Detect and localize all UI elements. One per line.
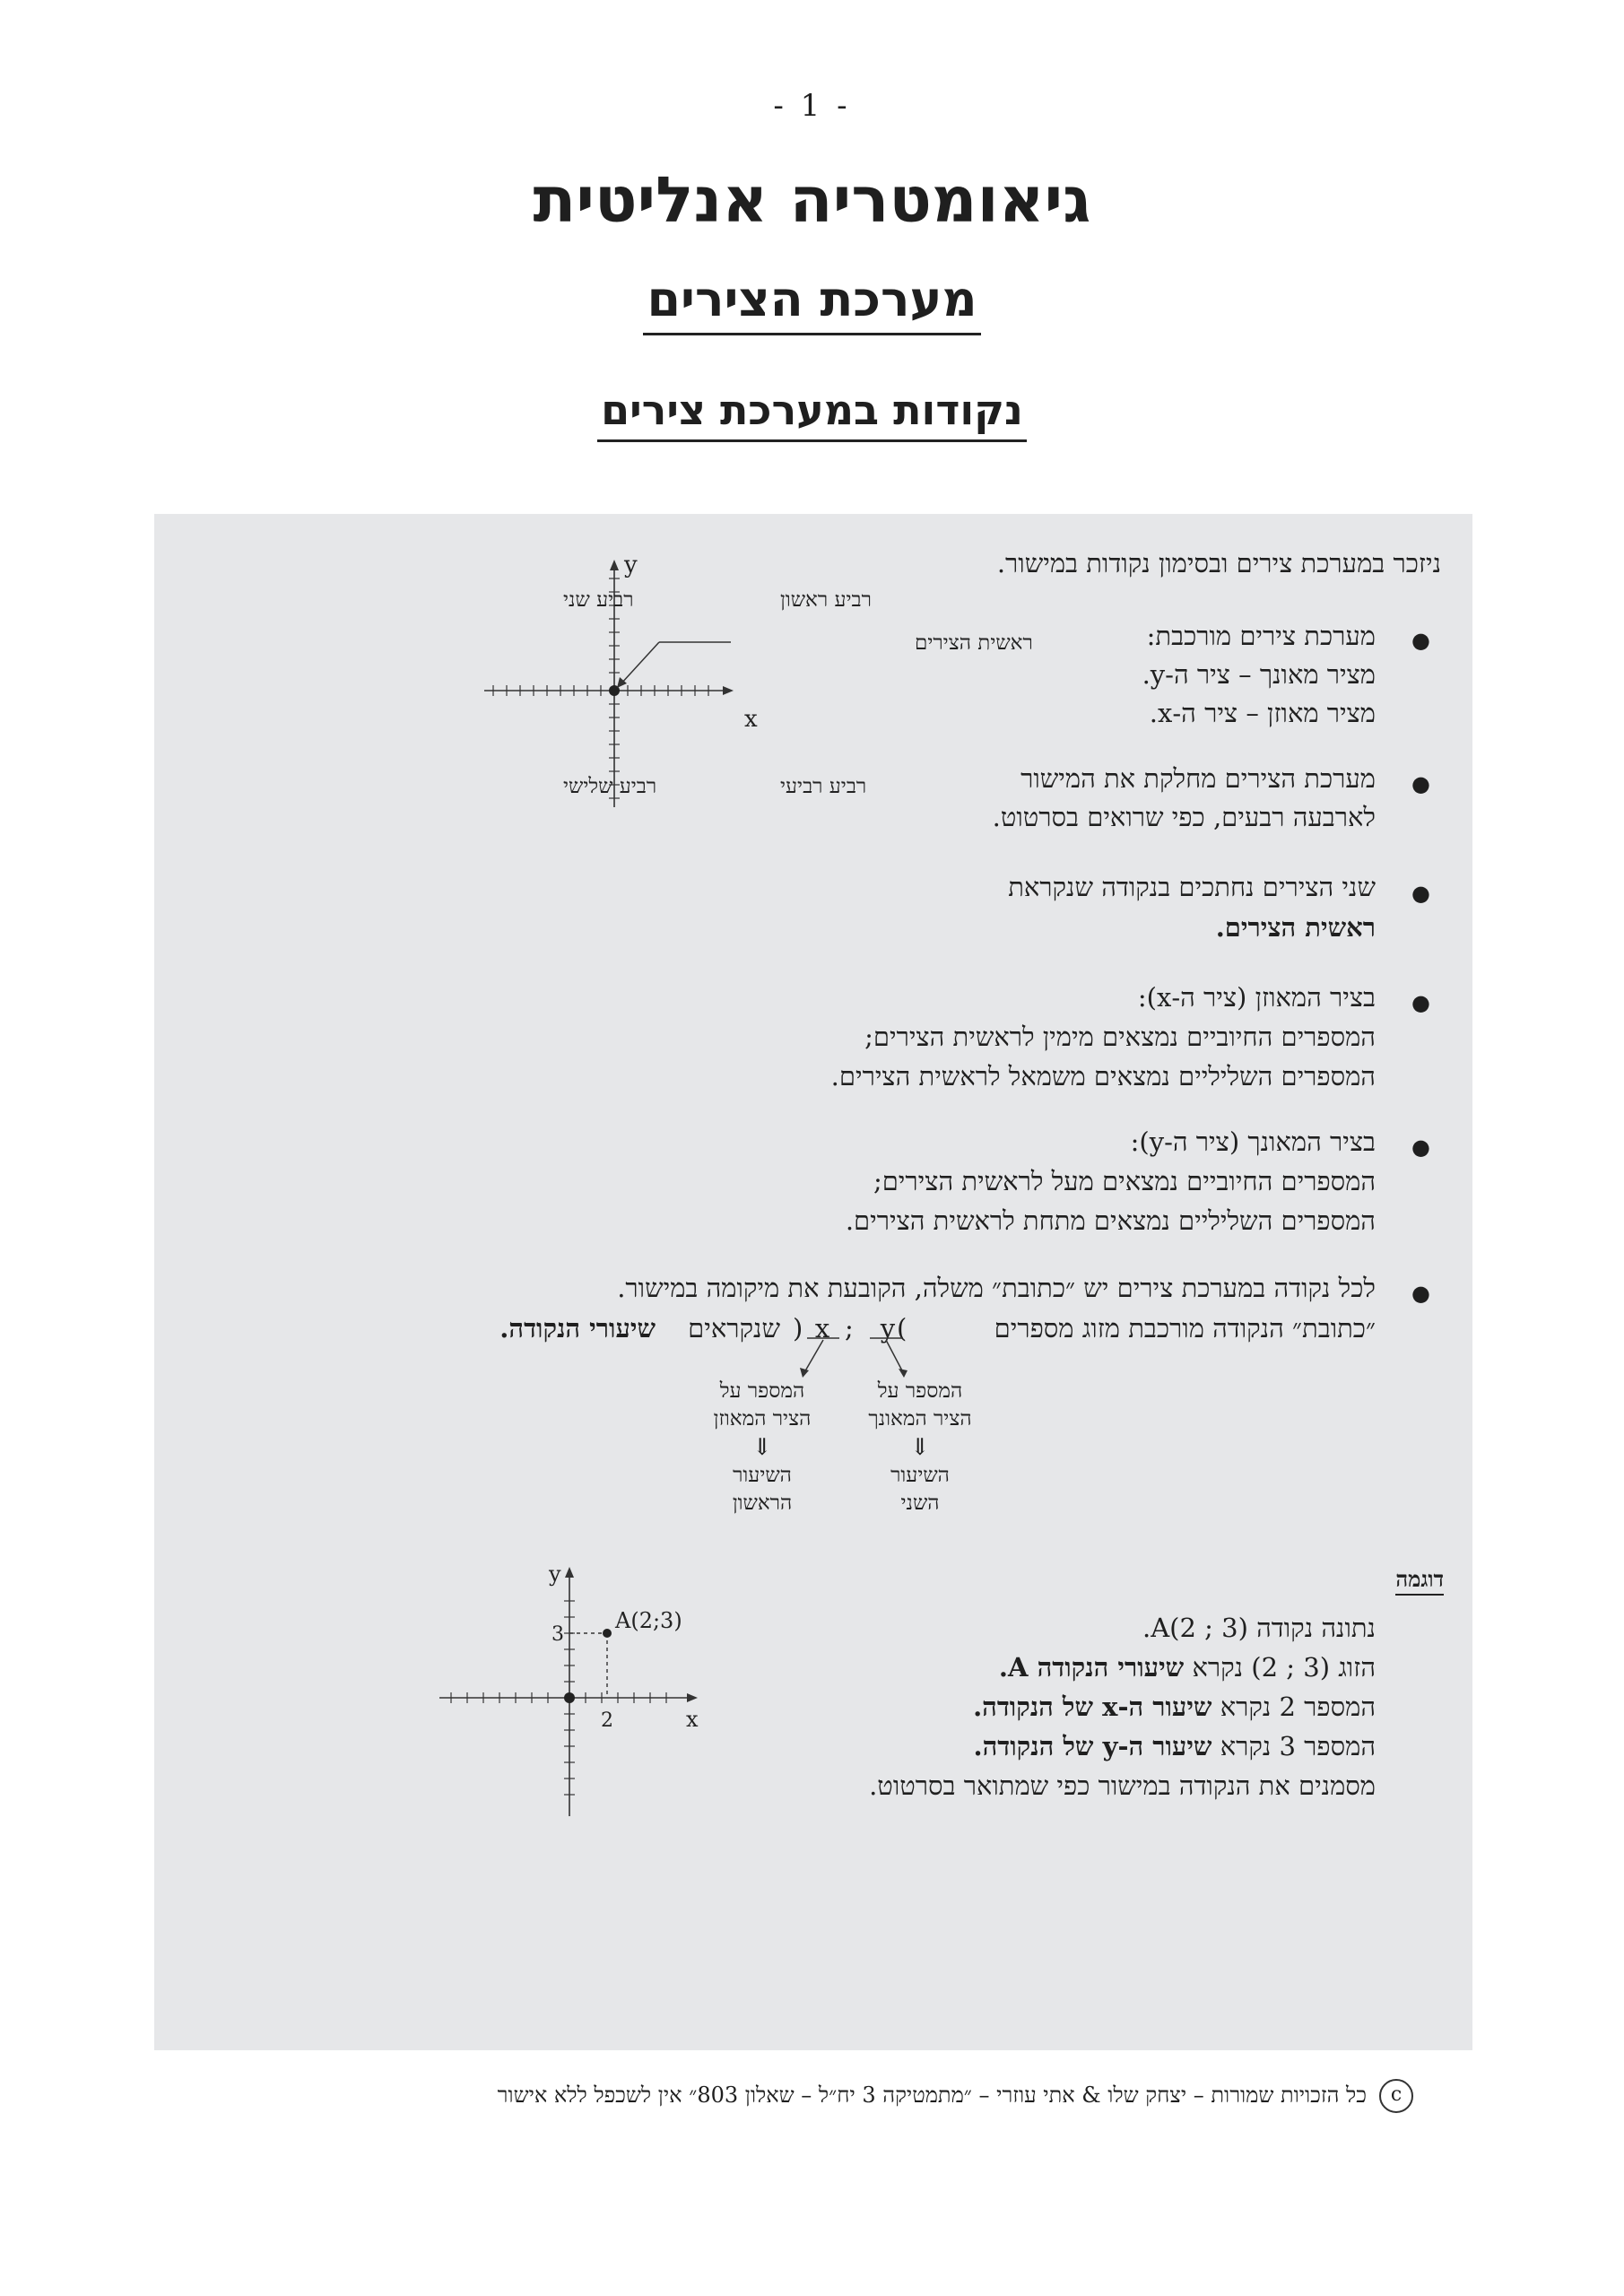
x-tick-label: 2 (601, 1709, 613, 1732)
section-title-text: נקודות במערכת צירים (597, 386, 1027, 442)
q2-label: רביע שני (563, 588, 634, 612)
example-line-4-a: המספר 3 נקרא (1220, 1731, 1376, 1761)
bullet-4-line-2: המספרים החיוביים נמצאים מימין לראשית הצירים; (864, 1022, 1376, 1052)
right-top-label-1: המספר על (877, 1379, 963, 1403)
bullet-1-line-3: מציר מאוזן – ציר ה-x. (1149, 698, 1376, 728)
q3-label: רביע שלישי (563, 775, 657, 798)
bullet-6-line-2-b: שנקראים (688, 1313, 780, 1344)
bullet-3-line-2: ראשית הצירים. (1215, 912, 1376, 943)
bullet-1-line-2: מציר מאונך – ציר ה-y. (1142, 659, 1376, 690)
bullet-4-dot: ● (1411, 990, 1430, 1015)
bullet-5-line-1: בציר המאונך (ציר ה-y): (1130, 1126, 1376, 1157)
left-bottom-label-1: השיעור (733, 1464, 792, 1487)
diagram2-origin-dot (564, 1692, 575, 1703)
intro-text: ניזכר במערכת צירים ובסימון נקודות במישור. (996, 548, 1441, 578)
bullet-5-dot: ● (1411, 1135, 1430, 1160)
example-line-1: נתונה נקודה (3 ; 2)A. (1142, 1613, 1376, 1643)
example-heading: דוגמה (1395, 1565, 1444, 1596)
bullet-2-dot: ● (1411, 771, 1430, 796)
bullet-4-line-3: המספרים השליליים נמצאים משמאל לראשית הצירים. (830, 1061, 1376, 1091)
subtitle (0, 271, 1624, 327)
example-line-2-a: הזוג (3 ; 2) נקרא (1192, 1652, 1376, 1683)
pair-y: y (880, 1313, 896, 1344)
left-top-label (690, 1378, 834, 1518)
right-bottom-label-1: השיעור (890, 1464, 950, 1487)
pair-y-arrow (886, 1340, 904, 1374)
example-line-3-a: המספר 2 נקרא (1220, 1692, 1376, 1722)
bullet-1-dot: ● (1411, 628, 1430, 653)
bullet-4-line-1: בציר המאוזן (ציר ה-x): (1137, 982, 1376, 1013)
diagram2-x-arrow-icon (687, 1693, 698, 1702)
left-bottom-label-2: הראשון (732, 1492, 793, 1515)
section-title (0, 386, 1624, 434)
diagram1-x-label: x (744, 706, 758, 733)
bullet-2-line-1: מערכת הצירים מחלקת את המישור (1020, 763, 1376, 794)
bullet-3-dot: ● (1411, 881, 1430, 906)
point-diagram (430, 1556, 726, 1816)
bullet-1-line-1: מערכת צירים מורכבת: (1146, 621, 1376, 651)
example-line-4-bold: שיעור ה-y של הנקודה. (973, 1731, 1212, 1761)
point-a-label: A(2;3) (615, 1608, 682, 1633)
y-tick-label: 3 (551, 1623, 564, 1646)
bullet-3-line-1: שני הצירים נחתכים בנקודה שנקראת (1008, 872, 1376, 902)
pair-x: x (814, 1313, 830, 1344)
bullet-5-line-3: המספרים השליליים נמצאים מתחת לראשית הצירים. (845, 1205, 1376, 1236)
subtitle-text: מערכת הצירים (643, 271, 980, 335)
right-bottom-label-2: השני (900, 1492, 940, 1515)
diagram1-y-label: y (624, 552, 638, 578)
right-top-label (848, 1378, 992, 1518)
right-arrow-down-icon: ⇓ (910, 1434, 930, 1461)
q1-label: רביע ראשון (780, 588, 872, 612)
pair-open-paren: ( (897, 1313, 908, 1344)
left-top-label-1: המספר על (719, 1379, 805, 1403)
point-a-dot (603, 1629, 612, 1638)
bullet-6-line-1: לכל נקודה במערכת צירים יש ״כתובת״ משלה, הקובעת את מיקומה במישור. (617, 1273, 1376, 1303)
origin-label: ראשית הצירים (915, 631, 1033, 655)
bullet-6-line-2-a: ״כתובת״ הנקודה מורכבת מזוג מספרים (994, 1313, 1376, 1344)
quadrants-diagram (430, 552, 1033, 825)
example-line-5: מסמנים את הנקודה במישור כפי שמתואר בסרטוט. (869, 1770, 1376, 1801)
diagram1-y-arrow-icon (610, 560, 619, 570)
example-line-4 (974, 1726, 1376, 1767)
page-title: גיאומטריה אנליטית (533, 163, 1091, 237)
example-line-2-bold: שיעורי הנקודה A. (998, 1652, 1185, 1683)
bullet-2-line-2: לארבעה רבעים, כפי שרואים בסרטוט. (992, 802, 1376, 832)
left-arrow-down-icon: ⇓ (752, 1434, 772, 1461)
pair-sep: ; (845, 1313, 854, 1344)
right-top-label-2: הציר המאונך (868, 1407, 972, 1431)
left-top-label-2: הציר המאוזן (713, 1407, 812, 1431)
example-line-3-bold: שיעור ה-x של הנקודה. (973, 1692, 1212, 1722)
bullet-5-line-2: המספרים החיוביים נמצאים מעל לראשית הצירים; (873, 1166, 1376, 1196)
example-line-3 (973, 1687, 1376, 1727)
copyright-icon: c (1379, 2079, 1413, 2113)
bullet-6-dot: ● (1411, 1281, 1430, 1306)
pair-x-arrow (803, 1340, 823, 1374)
diagram2-y-arrow-icon (565, 1567, 574, 1578)
page-number: - 1 - (773, 88, 851, 124)
example-line-2 (999, 1648, 1376, 1688)
origin-pointer-arrow (621, 642, 659, 684)
bullet-6-line-2-bold: שיעורי הנקודה. (499, 1313, 656, 1344)
diagram2-x-label: x (686, 1707, 699, 1732)
pair-close-paren: ) (793, 1313, 803, 1344)
q4-label: רביע רביעי (780, 775, 867, 798)
footer-text: כל הזכויות שמורות – יצחק שלו & אתי עוזרי – ״מתמטיקה 3 יח״ל – שאלון 803״ אין לשכפל ללא אישור (497, 2083, 1367, 2108)
diagram1-x-arrow-icon (723, 686, 734, 695)
diagram2-y-label: y (549, 1561, 561, 1587)
